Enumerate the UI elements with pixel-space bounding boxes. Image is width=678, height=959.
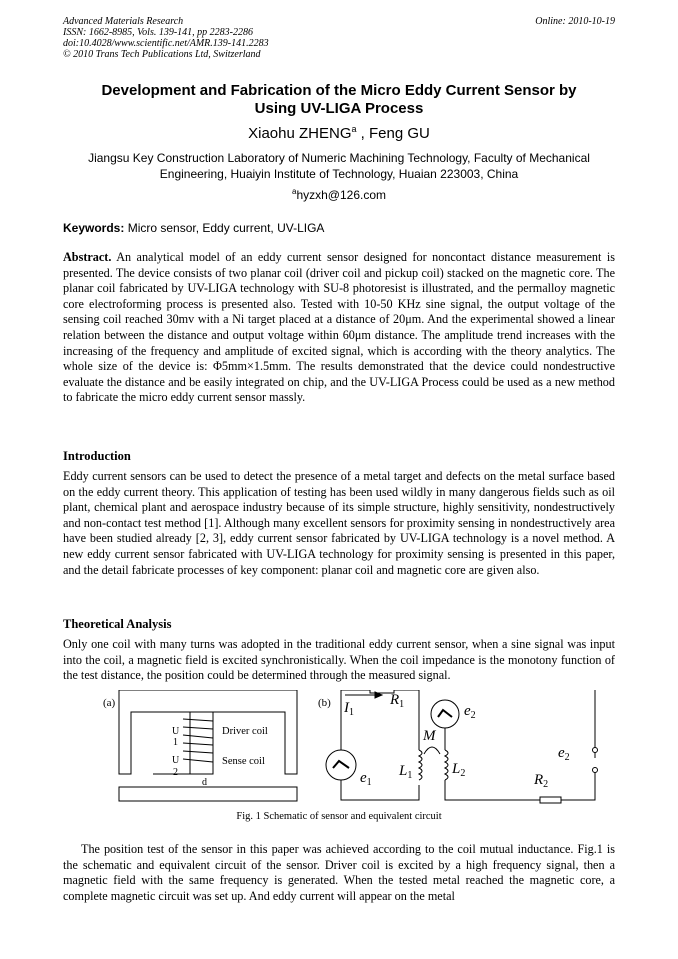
abstract [63, 250, 615, 406]
theory-text: Only one coil with many turns was adopted in the traditional eddy current sensor, when a sine signal was input into the coil, a magnetic field is excited synchronistically. When the coil impedance is the monotony function of the test distance, the position could be determined through the measured signal. [63, 637, 615, 683]
abstract-label: Abstract. [63, 250, 112, 264]
label-1: 1 [173, 737, 178, 748]
affiliation: Jiangsu Key Construction Laboratory of Numeric Machining Technology, Faculty of Mechanical Engineering, Huaiyin Institute of Technology, Huaian 223003, China [88, 151, 590, 181]
sense-coil-label: Sense coil [222, 756, 265, 767]
intro-text: Eddy current sensors can be used to detect the presence of a metal target and defects on the metal surface based on the eddy current theory. This application of testing has been used wildly in many dangerous fields such as oil plant, chemical plant and aerospace industry because of its simple structure, highly sensitivity, nondestructively and non-contact test method [1]. Although many excellent sensors for proximity sensing in nondestructively area have been studied already [2, 3], eddy current sensor fabricated by UV-LIGA technology is a novel method. A new eddy current sensor fabricated with UV-LIGA technology for proximity sensing is presented in this paper, and the detail fabricate processes of key component: planar coil and magnetic core are given also. [63, 469, 615, 577]
label-b: (b) [318, 697, 331, 709]
label-u2: U [172, 755, 180, 766]
label-r1: $R_1$ [390, 692, 405, 710]
label-r2: $R_2$ [534, 772, 549, 790]
intro-heading: Introduction [63, 449, 131, 463]
schematic-a [103, 690, 297, 801]
journal-name: Advanced Materials Research [63, 16, 184, 27]
author-sup: a [351, 124, 357, 134]
author-1: Xiaohu ZHENG [248, 125, 352, 142]
journal-header [63, 16, 615, 60]
circuit-b [318, 690, 598, 803]
label-d: d [202, 777, 207, 788]
theory-heading: Theoretical Analysis [63, 617, 172, 631]
issn: ISSN: 1662-8985, Vols. 139-141, pp 2283-2286 [63, 27, 253, 38]
keywords [63, 221, 615, 235]
label-u1: U [172, 726, 180, 737]
driver-coil-label: Driver coil [222, 726, 268, 737]
authors [63, 124, 615, 142]
email-address: hyzxh@126.com [296, 188, 386, 202]
label-a: (a) [103, 697, 116, 709]
label-i1: $I_1$ [344, 700, 354, 718]
label-l2: $L_2$ [452, 761, 466, 779]
label-m: M [423, 728, 436, 744]
author-sep: , [356, 125, 370, 142]
author-2: Feng GU [369, 125, 430, 142]
body-paragraph: The position test of the sensor in this paper was achieved according to the coil mutual inductance. Fig.1 is the schematic and equivalent circuit of the sensor. Driver coil is excited by a high frequency signal, then a magnetic field with the same frequency is generated. When the tested metal reached the magnetic core, a complete magnetic circuit was set up. And eddy current will appear on the metal [63, 842, 615, 903]
email [63, 184, 615, 204]
online-date: Online: 2010-10-19 [535, 16, 615, 27]
paper-title: Development and Fabrication of the Micro Eddy Current Sensor by Using UV-LIGA Process [101, 82, 577, 117]
label-e1: $e_1$ [360, 770, 372, 788]
figure-1 [60, 690, 620, 815]
figure-caption: Fig. 1 Schematic of sensor and equivalent circuit [236, 811, 442, 822]
keywords-label: Keywords: [63, 221, 125, 235]
label-2: 2 [173, 767, 178, 778]
doi: doi:10.4028/www.scientific.net/AMR.139-141.2283 [63, 38, 269, 49]
copyright: © 2010 Trans Tech Publications Ltd, Switzerland [63, 49, 261, 60]
label-l1: $L_1$ [399, 763, 413, 781]
keywords-text: Micro sensor, Eddy current, UV-LIGA [124, 221, 325, 235]
label-e2-source: $e_2$ [464, 703, 476, 721]
abstract-text: An analytical model of an eddy current sensor designed for noncontact distance measurement is presented. The device consists of two planar coil (driver coil and pickup coil) stacked on the magnetic core. The planar coil fabricated by UV-LIGA technology with SU-8 photoresist is illustrated, and the permalloy magnetic core electroforming process is presented also. Tested with 10-50 KHz sine signal, the output voltage of the sensing coil reached 30mv with a Ni target placed at a distance of 20μm. And the experimental showed a linear relation between the distance and output voltage within 60μm distance. The amplitude trend increases with the increasing of the frequency and amplitude of excited signal, which is according with the theory analytics. The whole size of the device is: Φ5mm×1.5mm. The results demonstrated that the device could nondestructive evaluate the distance and be easily integrated on chip, and the UV-LIGA Process could be used as a new method to fabricate the micro eddy current sensor massly. [63, 250, 615, 405]
label-e2-output: $e_2$ [558, 745, 570, 763]
email-sup: a [291, 187, 297, 196]
